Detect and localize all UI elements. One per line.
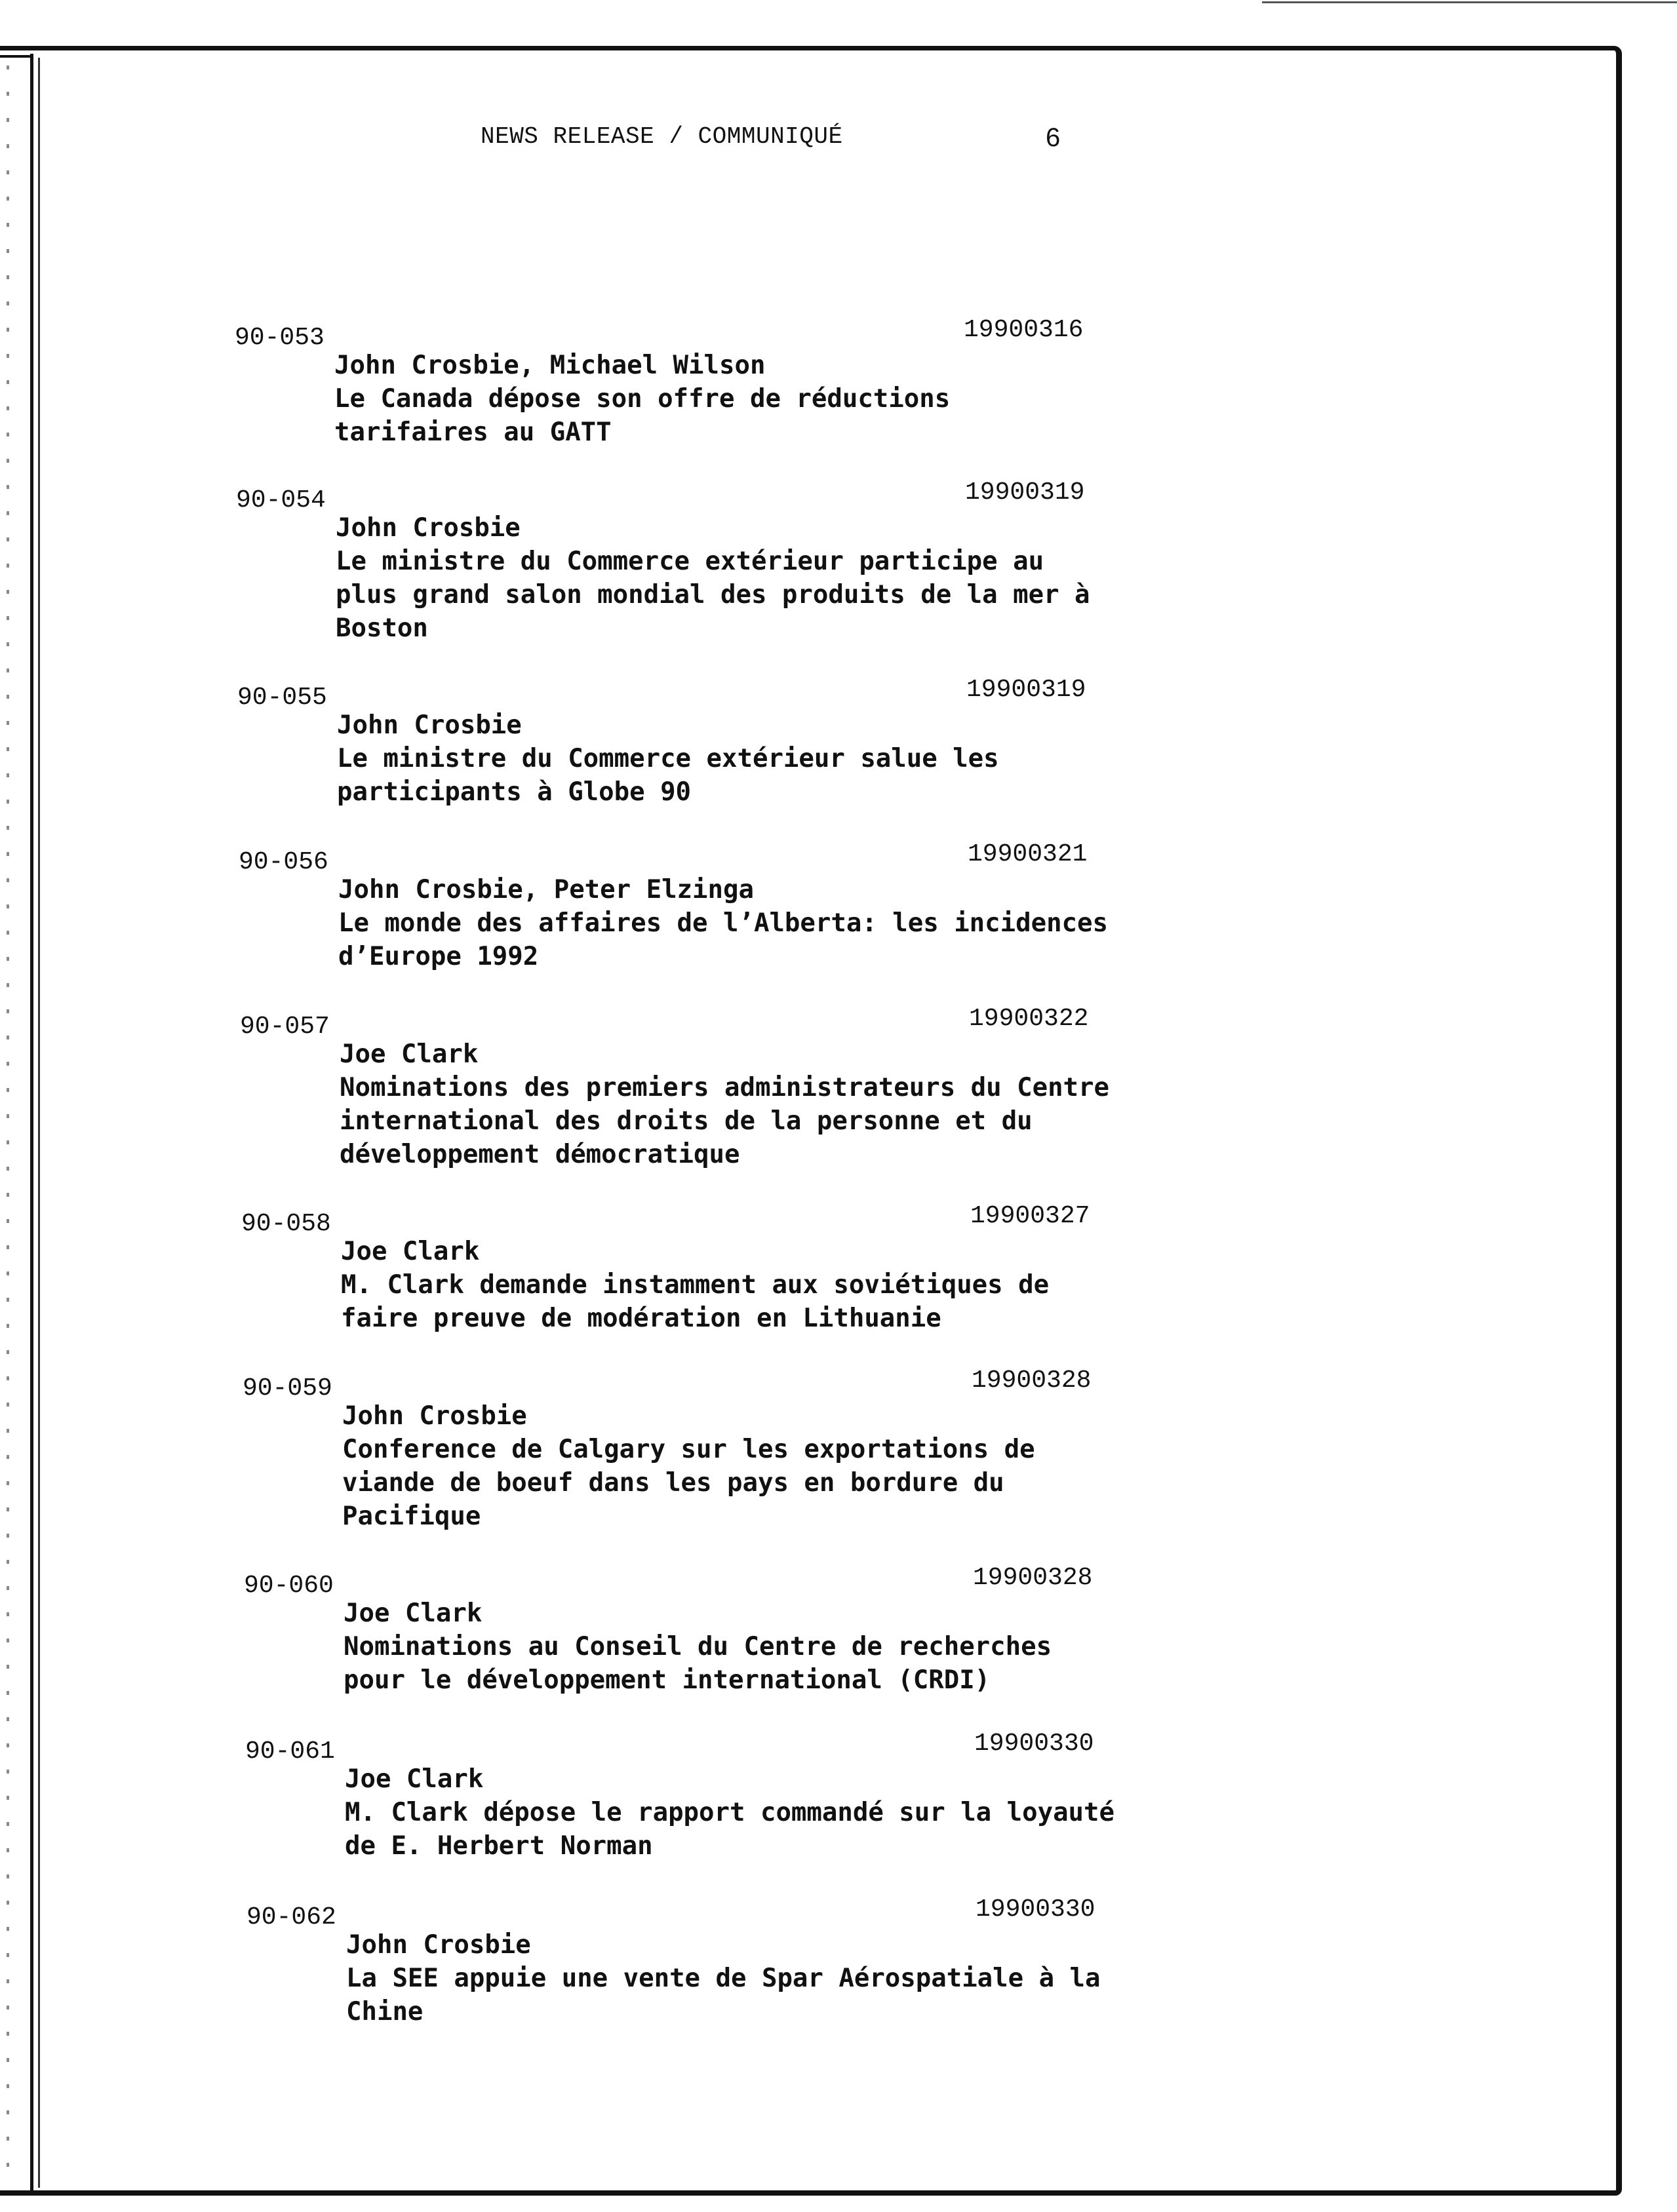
release-ministers: Joe Clark — [340, 1039, 479, 1069]
release-ministers: John Crosbie, Michael Wilson — [334, 351, 766, 380]
release-title-line: Le ministre du Commerce extérieur participe au — [336, 547, 1044, 576]
release-body — [338, 873, 1108, 973]
release-number: 90-053 — [235, 324, 325, 352]
header-title: NEWS RELEASE / COMMUNIQUÉ — [481, 123, 843, 150]
release-ministers: John Crosbie — [346, 1930, 531, 1960]
release-title-line: La SEE appuie une vente de Spar Aérospatiale à la — [346, 1964, 1101, 1993]
release-body — [342, 1399, 1035, 1533]
release-number: 90-054 — [236, 486, 326, 514]
release-number: 90-058 — [241, 1210, 331, 1238]
release-number: 90-057 — [240, 1013, 330, 1041]
release-title-line: Le monde des affaires de l’Alberta: les incidences — [338, 908, 1108, 938]
release-body — [346, 1928, 1101, 2028]
release-ministers: Joe Clark — [345, 1764, 484, 1794]
release-number: 90-059 — [243, 1374, 332, 1403]
release-title-line: viande de boeuf dans les pays en bordure du — [342, 1468, 1004, 1498]
release-ministers: John Crosbie, Peter Elzinga — [338, 875, 754, 904]
release-body — [336, 511, 1090, 645]
release-date: 19900319 — [966, 676, 1086, 704]
release-date: 19900319 — [965, 478, 1085, 507]
release-date: 19900330 — [976, 1895, 1095, 1924]
release-title-line: Conference de Calgary sur les exportations de — [342, 1435, 1035, 1464]
release-date: 19900327 — [970, 1202, 1090, 1230]
page-number: 6 — [1046, 123, 1061, 152]
release-title-line: international des droits de la personne et du — [340, 1106, 1033, 1136]
release-date: 19900328 — [972, 1367, 1092, 1395]
release-ministers: John Crosbie — [337, 710, 522, 740]
release-title-line: participants à Globe 90 — [337, 777, 692, 807]
release-body — [340, 1038, 1109, 1171]
release-ministers: Joe Clark — [344, 1599, 483, 1628]
release-title-line: Le Canada dépose son offre de réductions — [334, 384, 951, 414]
release-title-line: plus grand salon mondial des produits de la mer à — [336, 580, 1090, 610]
release-title-line: développement démocratique — [340, 1140, 740, 1169]
release-date: 19900321 — [968, 840, 1088, 868]
release-ministers: John Crosbie — [336, 513, 521, 543]
release-title-line: Boston — [336, 613, 428, 643]
release-title-line: Pacifique — [342, 1502, 481, 1531]
release-body — [334, 349, 950, 449]
release-number: 90-056 — [239, 848, 328, 876]
release-title-line: M. Clark dépose le rapport commandé sur la loyauté — [345, 1798, 1115, 1827]
release-date: 19900322 — [969, 1005, 1089, 1033]
release-title-line: Nominations au Conseil du Centre de recherches — [344, 1632, 1052, 1661]
release-body — [337, 708, 999, 809]
release-ministers: Joe Clark — [341, 1237, 480, 1266]
release-title-line: d’Europe 1992 — [338, 942, 539, 971]
release-date: 19900330 — [974, 1730, 1094, 1758]
release-title-line: Le ministre du Commerce extérieur salue les — [337, 744, 999, 773]
release-title-line: Chine — [346, 1997, 424, 2027]
release-body — [341, 1235, 1049, 1335]
release-number: 90-060 — [244, 1572, 334, 1600]
release-date: 19900328 — [973, 1564, 1093, 1592]
release-title-line: tarifaires au GATT — [334, 417, 612, 447]
release-title-line: de E. Herbert Norman — [345, 1831, 653, 1861]
release-number: 90-062 — [247, 1903, 336, 1931]
release-date: 19900316 — [964, 316, 1084, 344]
release-body — [345, 1762, 1115, 1863]
release-number: 90-061 — [245, 1737, 335, 1766]
release-body — [344, 1597, 1052, 1697]
release-number: 90-055 — [237, 684, 327, 712]
release-title-line: pour le développement international (CRDI) — [344, 1665, 991, 1695]
release-title-line: M. Clark demande instamment aux soviétiques de — [341, 1270, 1050, 1300]
release-title-line: Nominations des premiers administrateurs du Centre — [340, 1073, 1109, 1102]
release-ministers: John Crosbie — [342, 1401, 527, 1431]
release-title-line: faire preuve de modération en Lithuanie — [341, 1304, 941, 1333]
